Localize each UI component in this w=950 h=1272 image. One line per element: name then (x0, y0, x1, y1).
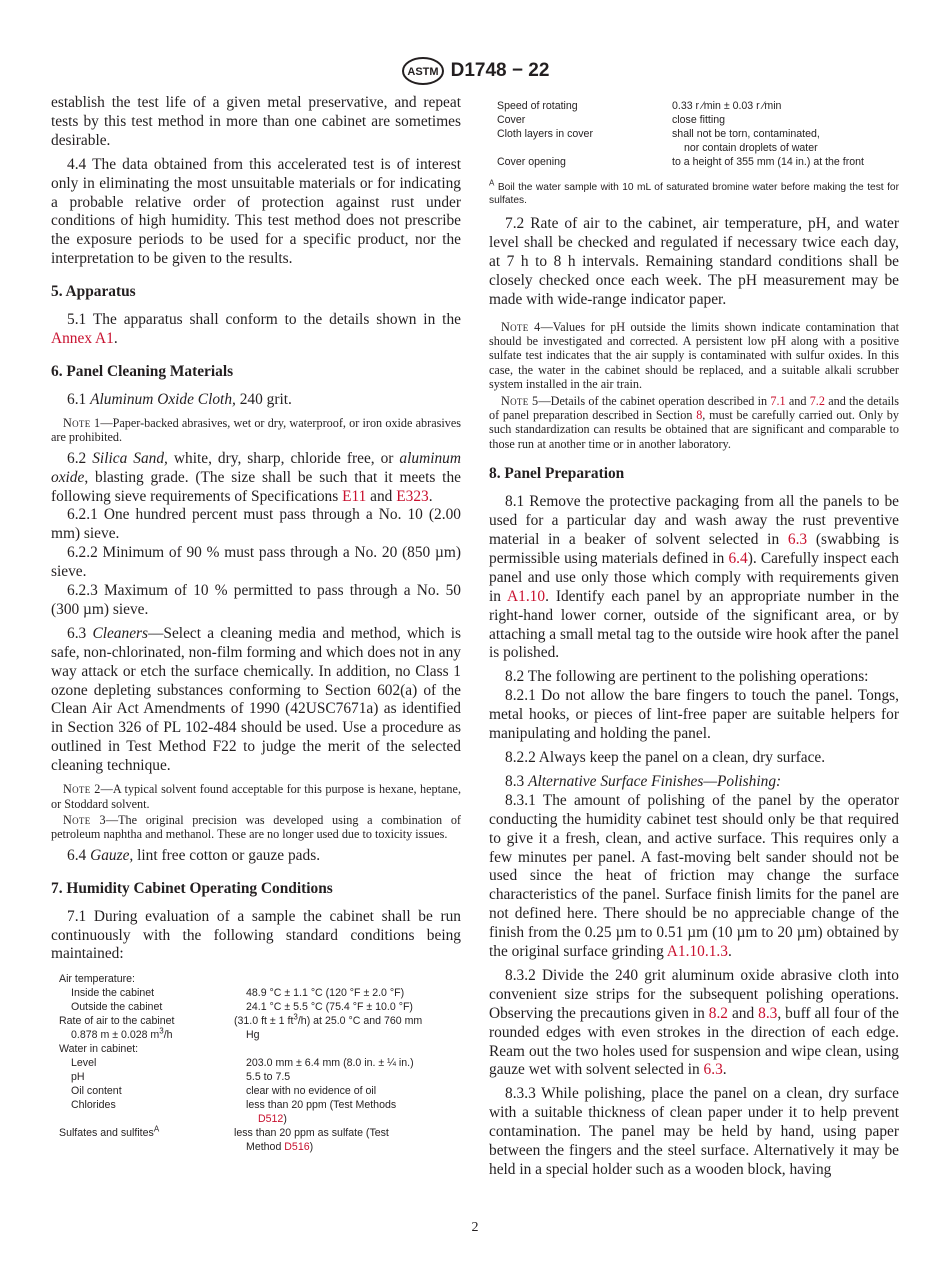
paragraph-8-3-3: 8.3.3 While polishing, place the panel on a clean, dry surface with a suitable thickness of clean paper under it to help prevent contamination. The panel may be held by hand, using paper between the fingers and the steel surface. Alternatively it may be held in a special holder such as a wooden block, having (489, 1085, 899, 1178)
paragraph-8-2-1: 8.2.1 Do not allow the bare fingers to touch the panel. Tongs, metal hooks, or pieces of lint-free paper are suitable helpers for manipulating and holding the panel. (489, 687, 899, 743)
paragraph-8-2: 8.2 The following are pertinent to the polishing operations: (505, 668, 869, 686)
left-column (51, 94, 461, 1154)
svg-text:ASTM: ASTM (407, 66, 439, 78)
note-3: Note 3—The original precision was developed using a combination of petroleum naphtha and methanol. These are no longer used due to toxicity issues. (51, 812, 461, 842)
page-header (0, 56, 950, 86)
paragraph-6-3: 6.3 Cleaners—Select a cleaning media and method, which is safe, non-chlorinated, non-film forming and which does not in any way attack or etch the surface chemically. In addition, no Class 1 ozone depleting substances conforming to Section 602(a) of the Clean Air Act Amendments of 1990 (42USC7671a) as identified in Section 326 of PL 102-484 should be used. Use a procedure as outlined in Test Method F22 to judge the merit of the selected cleaning technique. (51, 624, 462, 775)
note-5: Note 5—Details of the cabinet operation described in 7.1 and 7.2 and the details of panel preparation described in Section 8, must be carefully carried out. Only by such standardization can results be obtained that are significant and comparable to those run at another time or in another laboratory. (489, 393, 899, 451)
right-column (489, 94, 899, 1180)
paragraph-5-1: 5.1 The apparatus shall conform to the details shown in the Annex A1. (51, 311, 461, 348)
link-d516[interactable]: D516 (284, 1141, 310, 1154)
paragraph-8-3-1: 8.3.1 The amount of polishing of the panel by the operator conducting the humidity cabinet test should only be that required to give it a fresh, clean, and active surface. This requires only a few minutes per panel. A fast-moving belt sander should not be used since the heat of friction may change the surface characteristics of the panel. Surface finish limits for the panel are not defined here. There should be no appreciable change of the finish from the 0.25 µm to 0.51 µm (10 µm to 20 µm) obtained by the original surface grinding A1.10.1.3. (489, 791, 899, 961)
link-e11[interactable]: E11 (342, 487, 367, 505)
standard-designation: D1748 − 22 (450, 60, 550, 81)
link-section-8[interactable]: 8 (696, 407, 703, 422)
link-d512[interactable]: D512 (258, 1113, 284, 1126)
link-7-1[interactable]: 7.1 (770, 393, 786, 408)
table-footnote: $^A$ Boil the water sample with 10 mL of saturated bromine water before making the test for sulfates. (489, 178, 899, 206)
table-row: Cover opening to a height of 355 mm (14 in.) at the front (497, 156, 864, 168)
table-row: Rate of air to the cabinet (31.0 ft ± 1 $ft^3/h$) at 25.0 °C and 760 mm (59, 1012, 423, 1028)
link-e323[interactable]: E323 (396, 487, 429, 505)
heading-panel-preparation: 8. Panel Preparation (489, 465, 625, 483)
paragraph-6-2-3: 6.2.3 Maximum of 10 % permitted to pass through a No. 50 (300 µm) sieve. (51, 582, 461, 618)
heading-panel-cleaning: 6. Panel Cleaning Materials (51, 362, 234, 380)
table-row: Sulfates and sulfites$^A$ less than 20 ppm as sulfate (Test Method D516) (59, 1124, 389, 1154)
table-row: Cover close fitting (497, 114, 725, 126)
link-6-3[interactable]: 6.3 (787, 531, 808, 548)
paragraph-6-2: 6.2 Silica Sand, white, dry, sharp, chloride free, or aluminum oxide, blasting grade. (The size shall be such that it meets the following sieve requirements of Specifications E11 and E323. (51, 449, 461, 505)
table-row: Air temperature: (59, 973, 135, 986)
paragraph-continued: establish the test life of a given metal preservative, and repeat tests by this test method in more than one cabinet are sometimes desirable. (51, 94, 461, 149)
link-6-3-b[interactable]: 6.3 (703, 1061, 723, 1079)
table-row: Water in cabinet: (59, 1043, 139, 1056)
table-row: Level 203.0 mm ± 6.4 mm (8.0 in. ± ¼ in.) (71, 1057, 414, 1070)
paragraph-6-2-1: 6.2.1 One hundred percent must pass through a No. 10 (2.00 mm) sieve. (51, 506, 461, 543)
link-6-4[interactable]: 6.4 (728, 549, 748, 567)
note-4: Note 4—Values for pH outside the limits shown indicate contamination that should be investigated and corrected. A persistent low pH along with a positive sulfate test indicates that the air supply is contaminated with sulfur oxides. In this case, the water in the cabinet should be replaced, and a suitable alkali scrubber system installed in the air train. (489, 319, 899, 392)
note-2: Note 2—A typical solvent found acceptable for this purpose is hexane, heptane, or Stoddard solvent. (51, 782, 461, 811)
table-row: Inside the cabinet 48.9 °C ± 1.1 °C (120 °F ± 2.0 °F) (71, 987, 405, 1000)
link-annex-a1[interactable]: Annex A1 (51, 330, 114, 348)
page-number: 2 (471, 1220, 479, 1235)
heading-humidity-cabinet: 7. Humidity Cabinet Operating Conditions (51, 879, 333, 897)
paragraph-7-1: 7.1 During evaluation of a sample the cabinet shall be run continuously with the following standard conditions being maintained: (51, 907, 461, 963)
paragraph-8-1: 8.1 Remove the protective packaging from all the panels to be used for a particular day and wash away the rust preventive material in a beaker of solvent selected in 6.3 (swabbing is permissible using materials defined in 6.4). Carefully inspect each panel and use only those which comply with requirements given in A1.10. Identify each panel by an appropriate number in the right-hand lower corner, outside of the significant area, or by attaching a small metal tag to the outside wire hook after the panel is polished. (489, 493, 899, 662)
paragraph-7-2: 7.2 Rate of air to the cabinet, air temperature, pH, and water level shall be checked and regulated if necessary twice each day, at 7 h to 8 h intervals. Remaining standard conditions shall be closely checked once each week. The pH measurement may be made with wide-range indicator paper. (489, 215, 899, 308)
table-row: pH 5.5 to 7.5 (71, 1071, 291, 1084)
paragraph-6-1: 6.1 Aluminum Oxide Cloth, 240 grit. (67, 390, 292, 408)
link-8-2[interactable]: 8.2 (708, 1004, 729, 1022)
link-a1-10[interactable]: A1.10 (507, 587, 546, 605)
table-row: 0.878 m ± 0.028 $m^3/h$ Hg (71, 1026, 260, 1042)
link-8-3[interactable]: 8.3 (758, 1004, 778, 1022)
table-row: Speed of rotating 0.33 r ⁄min ± 0.03 r ⁄min (497, 100, 782, 112)
heading-apparatus: 5. Apparatus (51, 283, 136, 301)
link-a1-10-1-3[interactable]: A1.10.1.3 (666, 943, 728, 961)
paragraph-8-2-2: 8.2.2 Always keep the panel on a clean, dry surface. (505, 748, 826, 766)
astm-logo (401, 56, 445, 86)
paragraph-4-4: 4.4 The data obtained from this accelerated test is of interest only in eliminating the most unsuitable materials or for indicating a probable relative order of protection against rust under conditions of high humidity. This test method does not prescribe the exposure periods to be used for a specific product, nor the interpretation to be given to the results. (51, 155, 461, 268)
link-7-2[interactable]: 7.2 (809, 393, 825, 408)
table-row: Oil content clear with no evidence of oil (71, 1085, 377, 1098)
paragraph-6-2-2: 6.2.2 Minimum of 90 % must pass through a No. 20 (850 µm) sieve. (51, 544, 461, 581)
paragraph-8-3: 8.3 Alternative Surface Finishes—Polishing: (505, 772, 782, 790)
table-row: Outside the cabinet 24.1 °C ± 5.5 °C (75.4 °F ± 10.0 °F) (71, 1001, 413, 1014)
paragraph-6-4: 6.4 Gauze, lint free cotton or gauze pads. (67, 846, 321, 864)
conditions-table (59, 972, 461, 1154)
note-1: Note 1—Paper-backed abrasives, wet or dry, waterproof, or iron oxide abrasives are prohibited. (51, 415, 461, 445)
table-row: Chlorides less than 20 ppm (Test Methods D512) (71, 1099, 397, 1126)
cabinet-table-continued (497, 99, 899, 169)
paragraph-8-3-2: 8.3.2 Divide the 240 grit aluminum oxide abrasive cloth into convenient size strips for the subsequent polishing operations. Observing the precautions given in 8.2 and 8.3, buff all four of the rounded edges with even strokes in the direction of each edge. Ream out the two holes used for suspension and wipe clean, using gauze wet with solvent selected in 6.3. (489, 966, 899, 1079)
table-row: Cloth layers in cover shall not be torn, contaminated, nor contain droplets of water (497, 128, 820, 154)
